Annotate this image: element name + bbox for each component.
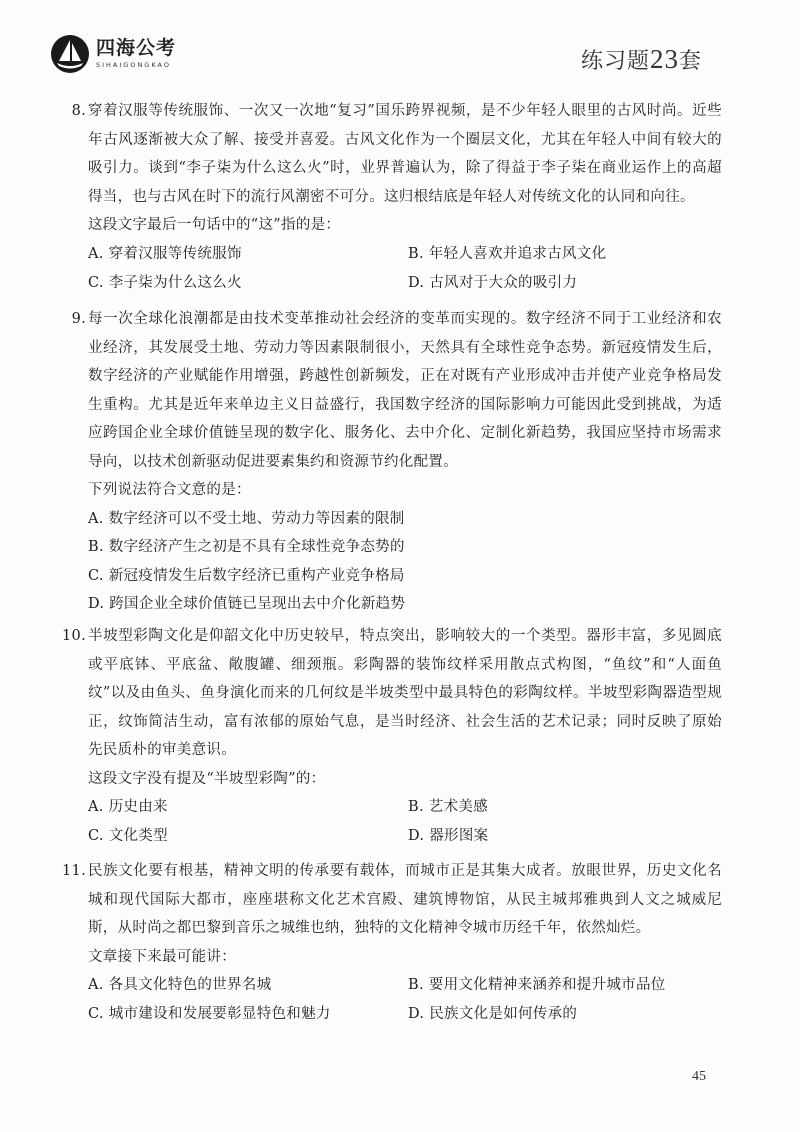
question-stem: 这段文字最后一句话中的“这”指的是： bbox=[88, 217, 341, 233]
question-stem: 下列说法符合文意的是： bbox=[88, 482, 251, 498]
question-number: 9. bbox=[71, 311, 86, 327]
options bbox=[88, 240, 722, 300]
brand-name: 四海公考 bbox=[96, 37, 177, 60]
question-number: 10. bbox=[62, 628, 86, 644]
option-d[interactable]: D. 民族文化是如何传承的 bbox=[408, 1006, 578, 1022]
option-c[interactable]: C. 文化类型 bbox=[88, 828, 168, 844]
set-number: 23 bbox=[649, 44, 679, 74]
options bbox=[88, 505, 722, 619]
question-10 bbox=[60, 622, 722, 853]
option-d[interactable]: D. 古风对于大众的吸引力 bbox=[408, 274, 578, 291]
option-d[interactable]: D. 器形图案 bbox=[408, 828, 489, 844]
option-c[interactable]: C. 新冠疫情发生后数字经济已重构产业竞争格局 bbox=[88, 567, 405, 584]
options bbox=[88, 971, 722, 1031]
option-c[interactable]: C. 城市建设和发展要彰显特色和魅力 bbox=[88, 1006, 331, 1022]
option-a[interactable]: A. 各具文化特色的世界名城 bbox=[88, 977, 272, 993]
question-8 bbox=[60, 97, 722, 300]
brand-logo bbox=[50, 34, 176, 74]
question-text: 半坡型彩陶文化是仰韶文化中历史较早，特点突出，影响较大的一个类型。器形丰富，多见圆底或平底钵、平底盆、敞腹罐、细颈瓶。彩陶器的装饰纹样采用散点式构图，“鱼纹”和“人面鱼纹”以及由鱼头、鱼身演化而来的几何纹是半坡类型中最具特色的彩陶纹样。半坡型彩陶器造型规正，纹饰简洁生动，富有浓郁的原始气息，是当时经济、社会生活的艺术记录；同时反映了原始先民质朴的审美意识。 bbox=[88, 628, 722, 758]
set-prefix: 练习题 bbox=[580, 49, 650, 74]
option-a[interactable]: A. 历史由来 bbox=[88, 799, 168, 815]
question-stem: 文章接下来最可能讲： bbox=[88, 948, 236, 965]
option-b[interactable]: B. 艺术美感 bbox=[408, 799, 488, 815]
option-b[interactable]: B. 数字经济产生之初是不具有全球性竞争态势的 bbox=[88, 539, 405, 555]
option-a[interactable]: A. 穿着汉服等传统服饰 bbox=[88, 245, 242, 262]
question-stem: 这段文字没有提及“半坡型彩陶”的： bbox=[88, 770, 326, 787]
option-c[interactable]: C. 李子柒为什么这么火 bbox=[88, 274, 242, 291]
set-title bbox=[581, 44, 702, 75]
question-9 bbox=[60, 305, 722, 619]
question-text: 民族文化要有根基，精神文明的传承要有载体，而城市正是其集大成者。放眼世界，历史文化名城和现代国际大都市，座座堪称文化艺术宫殿、建筑博物馆，从民主城邦雅典到人文之城威尼斯，从时尚之都巴黎到音乐之城维也纳，独特的文化精神令城市历经千年，依然灿烂。 bbox=[88, 863, 722, 936]
options bbox=[88, 793, 722, 853]
question-11 bbox=[60, 857, 722, 1031]
question-text: 穿着汉服等传统服饰、一次又一次地“复习”国乐跨界视频，是不少年轻人眼里的古风时尚。近些年古风逐渐被大众了解、接受并喜爱。古风文化作为一个圈层文化，尤其在年轻人中间有较大的吸引力。谈到“李子柒为什么这么火”时，业界普遍认为，除了得益于李子柒在商业运作上的高超得当，也与古风在时下的流行风潮密不可分。这归根结底是年轻人对传统文化的认同和向往。 bbox=[88, 103, 722, 205]
question-number: 8. bbox=[71, 103, 86, 119]
option-b[interactable]: B. 要用文化精神来涵养和提升城市品位 bbox=[408, 977, 666, 993]
question-number: 11. bbox=[62, 863, 86, 879]
option-a[interactable]: A. 数字经济可以不受土地、劳动力等因素的限制 bbox=[88, 510, 405, 527]
page-number: 45 bbox=[692, 1069, 706, 1084]
brand-subtitle: SIHAIGONGKAO bbox=[96, 61, 171, 70]
question-text: 每一次全球化浪潮都是由技术变革推动社会经济的变革而实现的。数字经济不同于工业经济和农业经济，其发展受土地、劳动力等因素限制很小，天然具有全球性竞争态势。新冠疫情发生后，数字经济的产业赋能作用增强，跨越性创新频发，正在对既有产业形成冲击并使产业竞争格局发生重构。尤其是近年来单边主义日益盛行，我国数字经济的国际影响力可能因此受到挑战，为适应跨国企业全球价值链呈现的数字化、服务化、去中介化、定制化新趋势，我国应坚持市场需求导向，以技术创新驱动促进要素集约和资源节约化配置。 bbox=[88, 311, 722, 470]
sailboat-logo-icon bbox=[50, 34, 90, 74]
option-d[interactable]: D. 跨国企业全球价值链已呈现出去中介化新趋势 bbox=[88, 596, 406, 612]
option-b[interactable]: B. 年轻人喜欢并追求古风文化 bbox=[408, 245, 607, 262]
set-suffix: 套 bbox=[678, 49, 702, 74]
